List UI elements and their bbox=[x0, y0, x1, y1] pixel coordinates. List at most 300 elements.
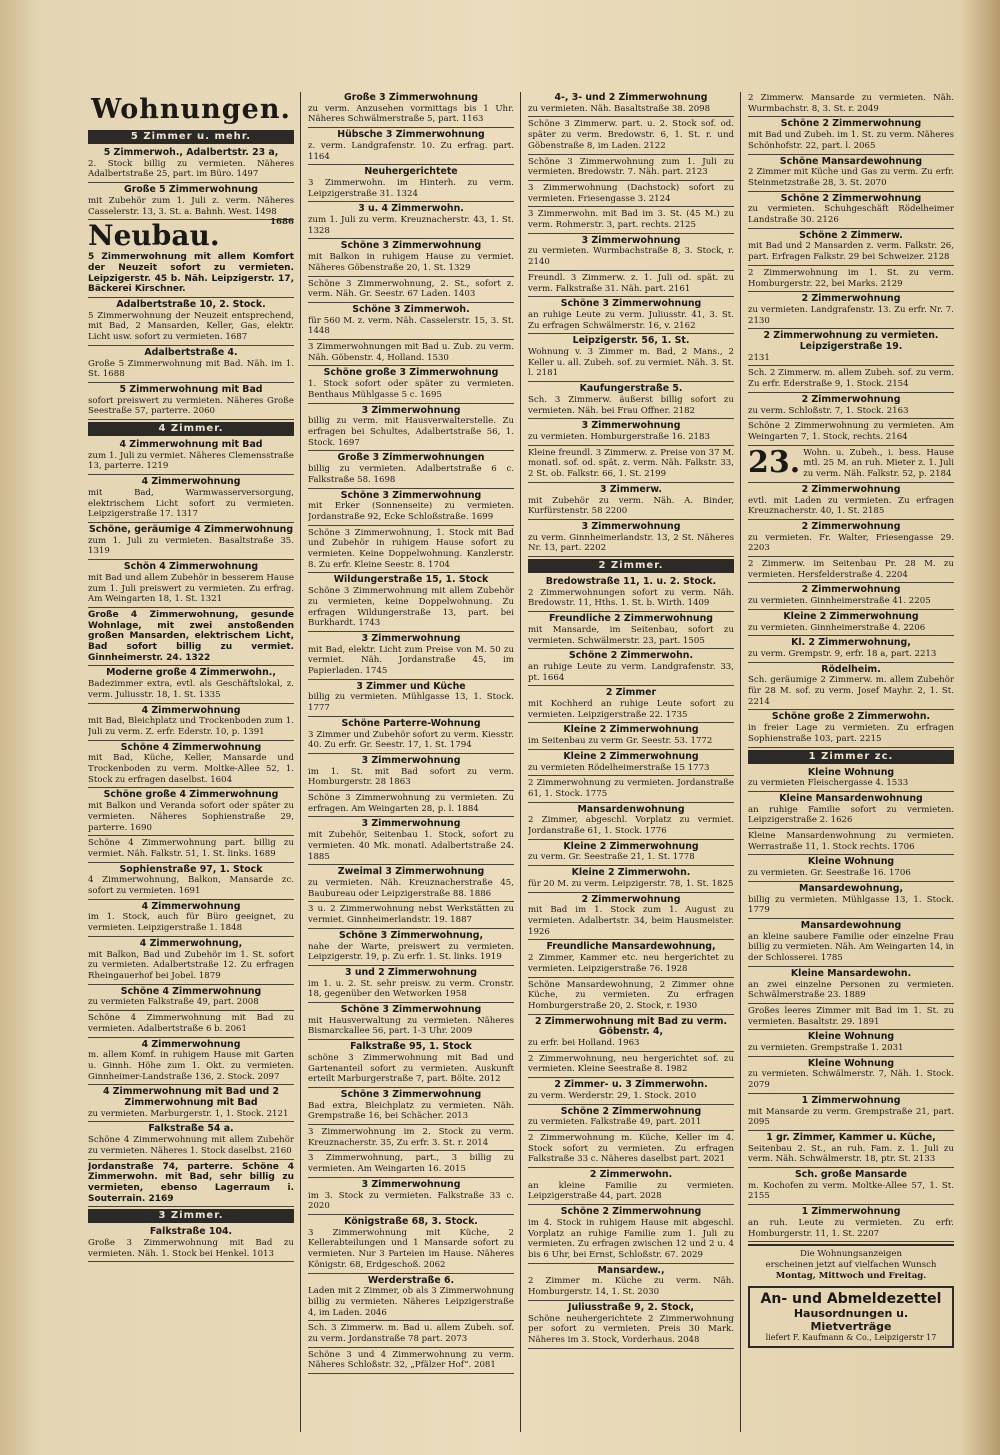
listing bbox=[748, 367, 954, 392]
listing-headline: 3 Zimmerwohnung bbox=[361, 632, 461, 644]
listing-headline: Kl. 2 Zimmerwohnung, bbox=[791, 637, 911, 649]
listing bbox=[308, 903, 514, 928]
listing-text: im 3. Stock zu vermieten. Falkstraße 33 c. 2020 bbox=[308, 1190, 514, 1212]
listing-text: 3 Zimmerwohnung im 2. Stock zu verm. Kreuznacherstr. 35, Zu erfr. 3. St. r. 2014 bbox=[308, 1127, 514, 1148]
listing-headline: 2 Zimmerwohnung zu vermieten. Leipzigerstraße 19. bbox=[763, 330, 939, 353]
listing-headline: Hübsche 3 Zimmerwohnung bbox=[337, 129, 485, 141]
column-3-ads bbox=[528, 92, 734, 1349]
listing-text: sofort preiswert zu vermieten. Näheres Große Seestraße 57, parterre. 2060 bbox=[88, 395, 294, 417]
listing-text: mit Bad und Zubeh. im 1. St. zu verm. Näheres Schönhofstr. 22, part. l. 2065 bbox=[748, 130, 954, 151]
listing-text: 3 Zimmerwohn. mit Bad im 3. St. (45 M.) zu verm. Rohmerstr. 3, part. rechts. 2125 bbox=[528, 209, 734, 231]
listing-text: mit Balkon und Veranda sofort oder später zu vermieten. Näheres Sophienstraße 29, parterre. 1690 bbox=[88, 801, 294, 833]
listing-headline: Schön 4 Zimmerwohnung bbox=[123, 561, 259, 573]
listing-text: mit Zubehör zu verm. Näh. A. Binder, Kurfürstenstr. 58 2200 bbox=[528, 495, 734, 517]
listing-bold-text: Große 4 Zimmerwohnung, gesunde Wohnlage, mit zwei anstoßenden großen Mansarden, elektrischem Licht, Bad sofort billig zu vermiet. Ginnheimerstr. 24. 1322 bbox=[88, 609, 294, 663]
listing-text: zu erfr. bei Holland. 1963 bbox=[528, 1038, 640, 1049]
listing bbox=[528, 1106, 734, 1131]
footer-ad-supplier: liefert F. Kaufmann & Co., Leipzigerstr 17 bbox=[765, 1333, 937, 1343]
listing bbox=[88, 667, 294, 703]
listing-text: zu vermieten Falkstraße 49, part. 2008 bbox=[88, 997, 259, 1008]
listing-text: zu vermieten. Marburgerstr. 1, 1. Stock. 2121 bbox=[88, 1108, 289, 1119]
listing-text: 3 Zimmerwohn. im Hinterh. zu verm. Leipzigerstraße 31. 1324 bbox=[308, 177, 514, 199]
listing-text: 3 Zimmerwohnung (Dachstock) sofort zu vermieten. Friesengasse 3. 2124 bbox=[528, 182, 734, 204]
closing-notice bbox=[748, 1244, 954, 1282]
listing-headline: 4 Zimmerwohnung bbox=[141, 900, 241, 912]
listing bbox=[748, 883, 954, 919]
listing-headline: Adalbertstraße 4. bbox=[144, 346, 238, 358]
listing bbox=[528, 979, 734, 1015]
listing bbox=[88, 251, 294, 298]
listing-text: zu verm. Gr. Seestraße 21, 1. St. 1778 bbox=[528, 852, 695, 863]
listing bbox=[308, 166, 514, 202]
listing-text: zu vermieten. Falkstraße 49, part. 2011 bbox=[528, 1117, 702, 1128]
listing-text: Seitenbau 2. St., an ruh. Fam. z. 1. Juli zu verm. Näh. Schwälmerstr. 18, ptr. St. 2133 bbox=[748, 1143, 954, 1165]
listing-text: im 1. St. mit Bad sofort zu verm. Homburgerstr. 28 1863 bbox=[308, 766, 514, 788]
listing-text: 3 Zimmerwohnung, part., 3 billig zu vermieten. Am Weingarten 16. 2015 bbox=[308, 1153, 514, 1175]
listing bbox=[88, 938, 294, 985]
listing bbox=[88, 147, 294, 183]
listing bbox=[748, 484, 954, 520]
listing-headline: Freundliche 2 Zimmerwohnung bbox=[549, 613, 713, 625]
listing-text: Schöne 3 Zimmerwohnung zum 1. Juli zu vermieten. Bredowstr. 7. Näh. part. 2123 bbox=[528, 156, 734, 178]
closing-line-1: Die Wohnungsanzeigen bbox=[799, 1249, 903, 1260]
listing-headline: 2 Zimmerwohnung bbox=[801, 520, 901, 532]
listing bbox=[748, 1005, 954, 1030]
listing-text: billig zu vermieten. Mühlgasse 13, 1. Stock. 1779 bbox=[748, 894, 954, 916]
listing bbox=[748, 558, 954, 583]
listing-text: z. verm. Landgrafenstr. 10. Zu erfrag. part. 1164 bbox=[308, 140, 514, 162]
listing-text: Großes leeres Zimmer mit Bad im 1. St. zu vermieten. Basaltstr. 29. 1891 bbox=[748, 1005, 954, 1027]
listing-text: an kleine Familie zu vermieten. Leipzigerstraße 44, part. 2028 bbox=[528, 1180, 734, 1202]
listing bbox=[748, 92, 954, 117]
listing bbox=[308, 755, 514, 791]
listing-headline: Falkstraße 104. bbox=[149, 1226, 233, 1238]
listing bbox=[308, 278, 514, 303]
column-4-ads bbox=[748, 92, 954, 1242]
listing bbox=[88, 901, 294, 937]
section-header: 1 Zimmer zc. bbox=[748, 750, 954, 764]
listing-headline: Große 3 Zimmerwohnungen bbox=[337, 452, 485, 464]
listing-headline: Königstraße 68, 3. Stock. bbox=[344, 1215, 478, 1227]
listing-headline: 3 und 2 Zimmerwohnung bbox=[345, 966, 477, 978]
listing-headline: Werderstraße 6. bbox=[367, 1274, 455, 1286]
listing-text: Große 5 Zimmerwohnung mit Bad. Näh. im 1. St. 1688 bbox=[88, 358, 294, 380]
listing-text: Schöne 3 und 4 Zimmerwohnung zu verm. Näheres Schloßstr. 32, „Pfälzer Hof“. 2081 bbox=[308, 1349, 514, 1371]
listing bbox=[308, 367, 514, 403]
listing bbox=[748, 521, 954, 557]
listing-headline: 3 Zimmerwohnung bbox=[581, 520, 681, 532]
listing bbox=[528, 484, 734, 520]
listing bbox=[88, 1161, 294, 1208]
listing-text: mit Bad, Bleichplatz und Trockenboden zum 1. Juli zu verm. Z. erfr. Ederstr. 10, p. 1391 bbox=[88, 716, 294, 737]
listing bbox=[308, 341, 514, 366]
listing bbox=[308, 203, 514, 239]
listing-headline: Schöne Mansardewohnung bbox=[779, 155, 923, 167]
listing-text: zu vermieten. Gr. Seestraße 16. 1706 bbox=[748, 868, 911, 879]
listing-text: 2 Zimmerwohnung, neu hergerichtet sof. zu vermieten. Kleine Seestraße 8. 1982 bbox=[528, 1053, 734, 1075]
listing-text: Schöne 3 Zimmerwohnung zu vermieten. Zu erfragen. Am Weingarten 28, p. l. 1884 bbox=[308, 793, 514, 814]
listing-text: mit Mansarde zu verm. Grempstraße 21, part. 2095 bbox=[748, 1106, 954, 1128]
listing-headline: 4 Zimmerwohnung bbox=[141, 476, 241, 488]
listing-headline: 3 Zimmerwohnung bbox=[361, 818, 461, 830]
listing-text: mit Kochherd an ruhige Leute sofort zu vermieten. Leipzigerstraße 22. 1735 bbox=[528, 699, 734, 720]
listing-text: mit Bad und allem Zubehör in besserem Hause zum 1. Juli preiswert zu vermieten. Zu erfrag. Am Weingarten 18, 1. St. 1321 bbox=[88, 572, 294, 605]
listing-headline: 1 gr. Zimmer, Kammer u. Küche, bbox=[766, 1131, 936, 1143]
listing-headline: Schöne 3 Zimmerwohnung bbox=[340, 1088, 482, 1100]
listing-text: 5 Zimmerwohnung der Neuzeit entsprechend, mit Bad, 2 Mansarden, Keller, Gas, elektr. Licht usw. sofort zu vermieten. 1687 bbox=[88, 310, 294, 343]
listing-text: im 1. u. 2. St. sehr preisw. zu verm. Cronstr. 18, gegenüber den Wetworken 1958 bbox=[308, 978, 514, 1000]
listing-headline: Kleine Mansardewohn. bbox=[790, 967, 912, 979]
listing-headline: Kleine Wohnung bbox=[807, 856, 895, 868]
listing bbox=[308, 1126, 514, 1151]
listing-headline: 2 Zimmer- u. 3 Zimmerwohn. bbox=[554, 1079, 708, 1091]
listing bbox=[88, 561, 294, 608]
listing bbox=[308, 1089, 514, 1125]
listing-headline: Schöne 2 Zimmerwohnung bbox=[780, 118, 922, 130]
listing bbox=[748, 118, 954, 154]
listing bbox=[748, 293, 954, 329]
listing bbox=[528, 92, 734, 117]
listing bbox=[748, 1058, 954, 1094]
listing bbox=[528, 1265, 734, 1301]
listing bbox=[528, 1016, 734, 1052]
listing-headline: 3 u. 4 Zimmerwohn. bbox=[358, 203, 464, 215]
listing bbox=[308, 1349, 514, 1374]
listing bbox=[528, 156, 734, 181]
listing-headline: 2 Zimmerwohnung bbox=[801, 393, 901, 405]
listing bbox=[528, 613, 734, 649]
listing-headline: Kleine 2 Zimmerwohnung bbox=[563, 750, 699, 762]
listing bbox=[528, 182, 734, 207]
listing-text: 3 u. 2 Zimmerwohnung nebst Werkstätten zu vermiet. Ginnheimerlandstr. 19. 1887 bbox=[308, 904, 514, 926]
listing-headline: Schöne 3 Zimmerwohnung, bbox=[338, 929, 484, 941]
neubau-number: 1686 bbox=[270, 217, 294, 228]
listing bbox=[308, 490, 514, 526]
listing bbox=[308, 240, 514, 276]
listing-text: zu verm. Werderstr. 29, 1. Stock. 2010 bbox=[528, 1090, 697, 1101]
listing-headline: 2 Zimmerwohnung bbox=[581, 893, 681, 905]
listing-headline: Sch. große Mansarde bbox=[795, 1169, 907, 1181]
column-rule bbox=[740, 92, 741, 1432]
listing bbox=[528, 447, 734, 483]
listing-headline: Schöne 4 Zimmerwohnung bbox=[120, 741, 262, 753]
listing-headline: Wildungerstraße 15, 1. Stock bbox=[333, 574, 489, 586]
listing-text: 3 Zimmerwohnung mit Küche, 2 Kellerabteilungen und 1 Mansarde sofort zu vermieten. Nur 3 Parteien im Hause. Näheres Königstr. 68, Erdgeschoß. 2062 bbox=[308, 1227, 514, 1270]
listing bbox=[88, 1039, 294, 1086]
column-1 bbox=[88, 92, 294, 1437]
listing-text: zu vermieten. Ginnheimerstraße 41. 2205 bbox=[748, 596, 931, 607]
footer-ad bbox=[748, 1286, 954, 1348]
listing-headline: Schöne 2 Zimmerwohnung bbox=[560, 1105, 702, 1117]
listing-text: zum 1. Juli zu vermieten. Basaltstraße 35. 1319 bbox=[88, 535, 294, 557]
listing-headline: Kleine Wohnung bbox=[807, 1057, 895, 1069]
listing-text: zu vermieten. Näh. Kreuznacherstraße 45, Baubureau oder Leipzigerstraße 88. 1886 bbox=[308, 878, 514, 899]
listing-text: zu vermieten. Homburgerstraße 16. 2183 bbox=[528, 431, 710, 442]
listing bbox=[528, 235, 734, 271]
listing-headline: Schöne 4 Zimmerwohnung bbox=[120, 985, 262, 997]
listing bbox=[528, 751, 734, 776]
listing-text: 3 Zimmerwohnungen mit Bad u. Zub. zu verm. Näh. Göbenstr. 4, Holland. 1530 bbox=[308, 342, 514, 363]
listing-text: Wohnung v. 3 Zimmer m. Bad, 2 Mans., 2 Keller u. all. Zubeh. sof. zu vermiet. Näh. 3. St. l. 2181 bbox=[528, 347, 734, 379]
listing-headline: Adalbertstraße 10, 2. Stock. bbox=[116, 299, 266, 311]
listing-headline: 2 Zimmerwohnung bbox=[801, 584, 901, 596]
column-2-ads bbox=[308, 92, 514, 1374]
page-title: Wohnungen. bbox=[91, 94, 291, 125]
listing-headline: Kleine Wohnung bbox=[807, 1031, 895, 1043]
listing bbox=[748, 920, 954, 967]
listing bbox=[308, 1152, 514, 1177]
listing-text: an ruh. Leute zu vermieten. Zu erfr. Homburgerstr. 11, 1. St. 2207 bbox=[748, 1217, 954, 1239]
listing-text: Schöne 3 Zimmerwohnung mit allem Zubehör zu vermieten, keine Doppelwohnung. Zu erfragen Wildungerstraße 13, part. bei Burkhardt. 1743 bbox=[308, 586, 514, 629]
listing-text: im 1. Stock, auch für Büro geeignet, zu vermieten. Leipzigerstraße 1. 1848 bbox=[88, 912, 294, 934]
listing-headline: 4 Zimmerwohnung bbox=[141, 704, 241, 716]
listing bbox=[308, 1004, 514, 1040]
listing-text: zu vermieten. Wurmbachstraße 8, 3. Stock, r. 2140 bbox=[528, 246, 734, 268]
listing-bold-text: Jordanstraße 74, parterre. Schöne 4 Zimmerwohn. mit Bad, sehr billig zu vermieten, ebenso Lagerraum i. Souterrain. 2169 bbox=[88, 1161, 294, 1204]
listing-text: 2. Stock billig zu vermieten. Näheres Adalbertstraße 25, part. im Büro. 1497 bbox=[88, 158, 294, 180]
listing-text: zu vermieten. Näh. Basaltstraße 38. 2098 bbox=[528, 103, 711, 114]
listing bbox=[748, 856, 954, 881]
listing bbox=[88, 476, 294, 523]
listing bbox=[528, 1206, 734, 1264]
neubau-header: Neubau. 1686 bbox=[88, 221, 294, 251]
listing-text: Schöne 4 Zimmerwohnung part. billig zu vermiet. Näh. Falkstr. 51, 1. St. links. 1689 bbox=[88, 838, 294, 859]
listing-headline: 2 Zimmerwohnung bbox=[801, 483, 901, 495]
listing-headline: 4 Zimmerwohnung bbox=[141, 1038, 241, 1050]
listing-text: nahe der Warte, preiswert zu vermieten. Leipzigerstr. 19, p. Zu erfr. 1. St. links. 1919 bbox=[308, 941, 514, 963]
listing bbox=[748, 664, 954, 711]
listing-headline: Rödelheim. bbox=[821, 663, 881, 675]
listing-headline: Zweimal 3 Zimmerwohnung bbox=[337, 866, 485, 878]
listing-text: Badezimmer extra, evtl. als Geschäftslokal, z. verm. Juliusstr. 18, 1. St. 1335 bbox=[88, 679, 294, 700]
listing-headline: Neuhergerichtete bbox=[364, 166, 458, 178]
listing-text: Bad extra, Bleichplatz zu vermieten. Näh. Grempstraße 16, bei Schächer. 2013 bbox=[308, 1100, 514, 1122]
listing-headline: Schöne große 4 Zimmerwohnung bbox=[103, 789, 279, 801]
listing bbox=[528, 777, 734, 802]
listing-headline: Mansardewohnung, bbox=[799, 882, 903, 894]
listing bbox=[528, 1079, 734, 1104]
listing bbox=[528, 420, 734, 445]
listing bbox=[88, 705, 294, 741]
listing-text: zu vermieten. Fr. Walter, Friesengasse 29. 2203 bbox=[748, 532, 954, 554]
listing-text: im Seitenbau zu verm Gr. Seestr. 53. 1772 bbox=[528, 736, 713, 747]
listing bbox=[528, 687, 734, 723]
listing bbox=[88, 1226, 294, 1262]
listing bbox=[308, 92, 514, 128]
column-3 bbox=[528, 92, 734, 1437]
listing-headline: Kleine Mansardenwohnung bbox=[779, 792, 923, 804]
listing-text: Kleine Mansardenwohnung zu vermieten. Werrastraße 11, 1. Stock rechts. 1706 bbox=[748, 831, 954, 852]
listing-text: 1. Stock sofort oder später zu vermieten. Benthaus Mühlgasse 5 c. 1695 bbox=[308, 379, 514, 400]
listing-headline: 3 Zimmerwohnung bbox=[581, 420, 681, 432]
listing-headline: 3 Zimmer und Küche bbox=[356, 680, 466, 692]
listing-headline: 5 Zimmerwoh., Adalbertstr. 23 a, bbox=[103, 147, 279, 158]
listing-headline: Bredowstraße 11, 1. u. 2. Stock. bbox=[545, 576, 717, 588]
listing-text: 3 Zimmer und Zubehör sofort zu verm. Kiesstr. 40. Zu erfr. Gr. Seestr. 17, 1. St. 1794 bbox=[308, 729, 514, 751]
listing-headline: Kaufungerstraße 5. bbox=[579, 383, 683, 395]
listing-headline: Schöne 3 Zimmerwoh. bbox=[352, 303, 470, 315]
listing-headline: Schöne Parterre-Wohnung bbox=[341, 717, 481, 729]
listing bbox=[528, 650, 734, 686]
listing-headline: 3 Zimmerwohnung bbox=[361, 1178, 461, 1190]
listing bbox=[308, 718, 514, 754]
listing bbox=[748, 1031, 954, 1056]
listing-text: zu verm. Grempstr. 9, erfr. 18 a, part. 2213 bbox=[748, 648, 937, 659]
listing bbox=[308, 1041, 514, 1088]
listing bbox=[748, 156, 954, 192]
listing bbox=[748, 447, 954, 483]
listing-text: 2 Zimmerwohnungen sofort zu verm. Näh. Bredowstr. 11, Hths. 1. St. b. Wirth. 1409 bbox=[528, 587, 734, 609]
column-4 bbox=[748, 92, 954, 1437]
listing bbox=[528, 208, 734, 233]
listing-headline: Schöne 2 Zimmerwohnung bbox=[560, 1206, 702, 1218]
listing-headline: Sophienstraße 97, 1. Stock bbox=[119, 863, 263, 875]
listing-text: zum 1. Juli zu verm. Kreuznacherstr. 43, 1. St. 1328 bbox=[308, 215, 514, 236]
listing bbox=[308, 1275, 514, 1322]
listing-text: mit Zubehör, Seitenbau 1. Stock, sofort zu vermieten. 40 Mk. monatl. Adalbertstraße 24. 1885 bbox=[308, 830, 514, 862]
listing-headline: Falkstraße 95, 1. Stock bbox=[350, 1041, 472, 1053]
listing-text: m. Kochofen zu verm. Moltke-Allee 57, 1. St. 2155 bbox=[748, 1180, 954, 1202]
listing-text: 4 Zimmerwohnung, Balkon, Mansarde zc. sofort zu vermieten. 1691 bbox=[88, 875, 294, 897]
column-rule bbox=[520, 92, 521, 1432]
listing bbox=[528, 576, 734, 612]
listing bbox=[748, 1132, 954, 1168]
listing bbox=[308, 681, 514, 717]
listing bbox=[88, 1012, 294, 1037]
listing bbox=[528, 724, 734, 749]
listing-text: Sch. geräumige 2 Zimmerw. m. allem Zubehör für 28 M. sof. zu verm. Josef Mayhr. 2, 1. St. 2214 bbox=[748, 675, 954, 707]
listing bbox=[88, 299, 294, 346]
listing bbox=[748, 193, 954, 229]
listing bbox=[88, 184, 294, 220]
listing-big-number: 23. bbox=[748, 446, 801, 480]
listing bbox=[528, 894, 734, 941]
listing-text: zum 1. Juli zu vermiet. Näheres Clemensstraße 13, parterre. 1219 bbox=[88, 450, 294, 472]
listing bbox=[528, 1302, 734, 1349]
listing-headline: Kleine 2 Zimmerwohnung bbox=[563, 724, 699, 736]
listing bbox=[308, 818, 514, 865]
listing bbox=[308, 1322, 514, 1347]
listing-headline: Schöne 3 Zimmerwohnung bbox=[340, 1004, 482, 1016]
listing-headline: Schöne 3 Zimmerwohnung bbox=[560, 298, 702, 310]
listing-headline: 2 Zimmer bbox=[605, 687, 657, 699]
listing bbox=[88, 1123, 294, 1159]
listing bbox=[528, 1053, 734, 1078]
listing-text: mit Bad, Warmwasserversorgung, elektrischem Licht sofort zu vermieten. Leipzigerstraße 17. 1317 bbox=[88, 487, 294, 520]
listing-text: Freundl. 3 Zimmerw. z. 1. Juli od. spät. zu verm. Falkstraße 31. Näh. part. 2161 bbox=[528, 272, 734, 294]
listing-headline: 2 Zimmerwohn. bbox=[589, 1169, 673, 1181]
listing-text: mit Bad und 2 Mansarden z. verm. Falkstr. 26, part. Erfragen Falkstr. 29 bei Schweizer. 2128 bbox=[748, 241, 954, 263]
listing-headline: 4 Zimmerwohnung, bbox=[139, 937, 243, 949]
listing bbox=[528, 1132, 734, 1168]
section-header: 4 Zimmer. bbox=[88, 422, 294, 436]
listing-headline: Schöne 2 Zimmerwohn. bbox=[568, 650, 694, 662]
listing-headline: Große 5 Zimmerwohnung bbox=[124, 184, 258, 196]
listing-headline: Schöne 3 Zimmerwohnung bbox=[340, 489, 482, 501]
listing-headline: Freundliche Mansardewohnung, bbox=[546, 941, 716, 953]
listing-headline: Kleine 2 Zimmerwohnung bbox=[783, 610, 919, 622]
listing-text: 2 Zimmer, Kammer etc. neu hergerichtet zu vermieten. Leipzigerstraße 76. 1928 bbox=[528, 953, 734, 974]
listing-text: billig zu vermieten. Mühlgasse 13, 1. Stock. 1777 bbox=[308, 692, 514, 714]
listing-text: 2131 bbox=[748, 352, 770, 363]
listing bbox=[308, 129, 514, 165]
listing bbox=[748, 611, 954, 636]
listing bbox=[308, 792, 514, 817]
listing-text: mit Bad, elektr. Licht zum Preise von M. 50 zu vermiet. Näh. Jordanstraße 45, im Papierladen. 1745 bbox=[308, 644, 514, 677]
listing-text: Kleine freundl. 3 Zimmerw. z. Preise von 37 M. monatl. sof. od. spät. z. verm. Näh. Falkstr. 33, 2 St. ob. Falkstr. 66, 1. St. 2199 bbox=[528, 447, 734, 480]
listing bbox=[308, 967, 514, 1003]
listing bbox=[528, 335, 734, 382]
listing bbox=[308, 574, 514, 632]
listing-text: an ruhige Leute zu verm. Juliusstr. 41, 3. St. Zu erfragen Schwälmerstr. 16, v. 2162 bbox=[528, 309, 734, 331]
listing-text: zu vermieten Fleischergasse 4. 1533 bbox=[748, 778, 909, 789]
listing bbox=[308, 452, 514, 488]
column-2 bbox=[308, 92, 514, 1437]
listing bbox=[88, 439, 294, 475]
listing bbox=[748, 1206, 954, 1242]
listing-text: 2 Zimmerwohnung m. Küche, Keller im 4. Stock sofort zu vermieten. Zu erfragen Falkstraße 33 c. Näheres daselbst part. 2021 bbox=[528, 1132, 734, 1165]
listing-text: Sch. 3 Zimmerw. äußerst billig sofort zu vermieten. Näh. bei Frau Offner. 2182 bbox=[528, 394, 734, 416]
listing-text: 2 Zimmer mit Küche und Gas zu verm. Zu erfr. Steinmetzstraße 28, 3. St. 2070 bbox=[748, 167, 954, 188]
listing-headline: Mansardew., bbox=[597, 1264, 665, 1276]
listing-headline: Schöne 2 Zimmerw. bbox=[799, 229, 903, 241]
listing-text: Schöne 3 Zimmerwohnung, 1. Stock mit Bad und Zubehör in ruhigem Hause sofort zu vermieten. Keine Doppelwohnung. Kanzlerstr. 8. Zu erfr. Kleine Seestr. 8. 1704 bbox=[308, 527, 514, 570]
listing-headline: 3 Zimmerwohnung bbox=[581, 234, 681, 246]
listing bbox=[88, 524, 294, 560]
listing bbox=[88, 837, 294, 862]
column-1-ads bbox=[88, 130, 294, 1262]
listing bbox=[308, 930, 514, 966]
listing bbox=[748, 1169, 954, 1205]
listing bbox=[88, 864, 294, 900]
listing bbox=[748, 1095, 954, 1131]
listing-text: zu vermieten. Schwälmerstr. 7, Näh. 1. Stock. 2079 bbox=[748, 1069, 954, 1091]
listing-text: zu vermieten. Schuhgeschäft Rödelheimer Landstraße 30. 2126 bbox=[748, 204, 954, 226]
listing bbox=[528, 841, 734, 866]
listing bbox=[748, 830, 954, 855]
listing bbox=[748, 637, 954, 662]
listing bbox=[528, 1169, 734, 1205]
listing-text: mit Mansarde, im Seitenbau, sofort zu vermieten. Schwälmerstr. 23, part. 1505 bbox=[528, 624, 734, 646]
listing-text: mit Balkon in ruhigem Hause zu vermiet. Näheres Göbenstraße 20, 1. St. 1329 bbox=[308, 252, 514, 273]
listing-text: zu verm. Schloßstr. 7, 1. Stock. 2163 bbox=[748, 405, 909, 416]
listing-text: 2 Zimmerw. im Seitenbau Pr. 28 M. zu vermieten. Hersfelderstraße 4. 2204 bbox=[748, 559, 954, 580]
listing-text: im 4. Stock in ruhigem Hause mit abgeschl. Vorplatz an ruhige Familie zum 1. Juli zu vermieten. Zu erfragen zwischen 12 und 2 u. 4 bis 6 Uhr, bei Ernst, Schloßstr. 67. 2029 bbox=[528, 1217, 734, 1260]
listing bbox=[88, 347, 294, 383]
listing-text: 2 Zimmerwohnung im 1. St. zu verm. Homburgerstr. 22, bei Marks. 2129 bbox=[748, 267, 954, 289]
listing-text: Schöne 2 Zimmerwohnung zu vermieten. Am Weingarten 7, 1. Stock, rechts. 2164 bbox=[748, 421, 954, 442]
footer-ad-subtitle: Hausordnungen u. Mietverträge bbox=[793, 1307, 909, 1334]
listing bbox=[748, 711, 954, 747]
listing-text: mit Bad, Küche, Keller, Mansarde und Trockenboden zu verm. Moltke-Allee 52, 1. Stock zu erfragen daselbst. 1604 bbox=[88, 753, 294, 785]
listing-headline: 4 Zimmerwohnung mit Bad bbox=[119, 439, 263, 451]
listing bbox=[528, 521, 734, 557]
listing-headline: Kleine 2 Zimmerwohn. bbox=[571, 867, 691, 879]
listing bbox=[748, 330, 954, 366]
listing-text: Schöne neuhergerichtete 2 Zimmerwohnung per sofort zu vermieten. Preis 30 Mark. Näheres im 3. Stock, Vorderhaus. 2048 bbox=[528, 1313, 734, 1345]
listing-headline: Schöne große 2 Zimmerwohn. bbox=[771, 711, 931, 723]
listing-text: Schöne 4 Zimmerwohnung mit allem Zubehör zu vermieten. Näheres 1. Stock daselbst. 2160 bbox=[88, 1135, 294, 1156]
listing-headline: Moderne große 4 Zimmerwohn., bbox=[106, 667, 276, 679]
listing-text: 2 Zimmer, abgeschl. Vorplatz zu vermiet. Jordanstraße 61, 1. Stock. 1776 bbox=[528, 815, 734, 837]
listing-text: an kleine saubere Familie oder einzelne Frau billig zu vermieten. Näh. Am Weingarten 14, in der Schlosserei. 1785 bbox=[748, 931, 954, 964]
listing bbox=[88, 1086, 294, 1122]
listing-text: schöne 3 Zimmerwohnung mit Bad und Gartenanteil sofort zu vermieten. Auskunft erteilt Marburgerstraße 7, part. Bölte. 2012 bbox=[308, 1052, 514, 1085]
listing-bold-text: 5 Zimmerwohnung mit allem Komfort der Neuzeit sofort zu vermieten. Leipzigerstr. 45 b. Näh. Leipzigerstr. 17, Bäckerei Kirschner. bbox=[88, 252, 294, 295]
listing-headline: Schöne 2 Zimmerwohnung bbox=[780, 192, 922, 204]
listing-text: 2 Zimmer m. Küche zu verm. Näh. Homburgerstr. 14, 1. St. 2030 bbox=[528, 1276, 734, 1298]
listing-text: Wohn. u. Zubeh., i. bess. Hause mtl. 25 M. an ruh. Mieter z. 1. Juli zu verm. Näh. Falkstr. 52, p. 2184 bbox=[803, 447, 954, 480]
